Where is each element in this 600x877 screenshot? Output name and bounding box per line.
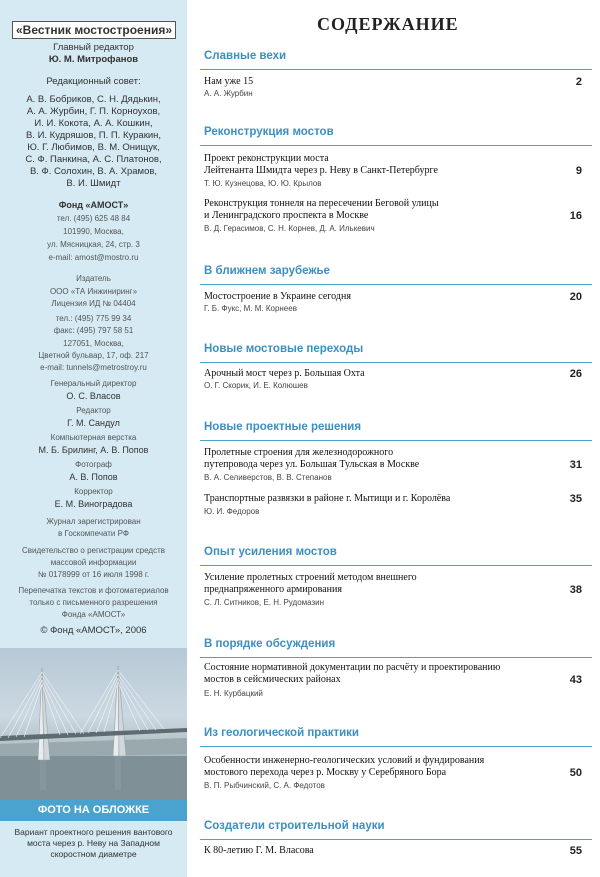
section-title: Создатели строительной науки <box>204 820 385 832</box>
entry-authors: В. Д. Герасимов, С. Н. Корнев, Д. А. Илькевич <box>204 224 375 233</box>
page-number: 55 <box>569 845 582 857</box>
entry-authors: В. А. Селиверстов, В. В. Степанов <box>204 473 332 482</box>
director-name: О. С. Власов <box>66 391 121 401</box>
corrector-label: Корректор <box>74 487 113 496</box>
entry-title-line[interactable]: мостов в сейсмических районах <box>204 674 341 685</box>
section-divider <box>200 145 592 146</box>
page-number: 43 <box>569 674 582 686</box>
layout-label: Компьютерная верстка <box>50 433 137 442</box>
page-number: 2 <box>575 76 582 88</box>
publisher-address: Цветной бульвар, 17, оф. 217 <box>38 351 149 360</box>
section-title: Из геологической практики <box>204 727 359 739</box>
section-title: В порядке обсуждения <box>204 638 336 650</box>
section-divider <box>200 362 592 363</box>
cable-stayed-bridge-illustration <box>0 648 187 800</box>
entry-authors: Е. Н. Курбацкий <box>204 689 263 698</box>
publisher-label: Издатель <box>76 274 111 283</box>
page-number: 9 <box>575 165 582 177</box>
registration-line: Журнал зарегистрирован <box>46 517 141 526</box>
entry-title-line[interactable]: Пролетные строения для железнодорожного <box>204 447 394 458</box>
entry-title-line[interactable]: Лейтенанта Шмидта через р. Неву в Санкт-Петербурге <box>204 165 438 176</box>
page-number: 26 <box>569 368 582 380</box>
section-divider <box>200 565 592 566</box>
entry-title[interactable]: Арочный мост через р. Большая Охта <box>204 368 365 379</box>
entry-title[interactable]: К 80-летию Г. М. Власова <box>204 845 314 856</box>
section-divider <box>200 839 592 840</box>
fund-address: 101990, Москва, <box>63 227 124 236</box>
fund-name: Фонд «АМОСТ» <box>58 200 129 210</box>
entry-title[interactable]: Нам уже 15 <box>204 76 254 87</box>
publisher-address: 127051, Москва, <box>63 339 124 348</box>
photographer-name: А. В. Попов <box>69 472 118 482</box>
entry-title[interactable]: Транспортные развязки в районе г. Мытищи и г. Королёва <box>204 493 451 504</box>
entry-authors: О. Г. Скорик, И. Е. Колюшев <box>204 381 308 390</box>
entry-title-line[interactable]: Состояние нормативной документации по расчёту и проектированию <box>204 662 501 673</box>
cover-caption-line: моста через р. Неву на Западном <box>27 838 160 848</box>
license: Лицензия ИД № 04404 <box>51 299 136 308</box>
editor-label: Редактор <box>76 406 111 415</box>
board-line: И. И. Кокота, А. А. Кошкин, <box>34 118 153 129</box>
entry-authors: В. П. Рыбчинский, С. А. Федотов <box>204 781 325 790</box>
reprint-line: Фонда «АМОСТ» <box>61 610 126 619</box>
page-number: 35 <box>569 493 582 505</box>
certificate-line: массовой информации <box>50 558 137 567</box>
page-number: 20 <box>569 291 582 303</box>
board-line: Ю. Г. Любимов, В. М. Онищук, <box>27 142 160 153</box>
fund-address: ул. Мясницкая, 24, стр. 3 <box>47 240 140 249</box>
director-label: Генеральный директор <box>50 379 137 388</box>
page-number: 16 <box>569 210 582 222</box>
board-line: В. И. Кудряшов, П. П. Куракин, <box>25 130 162 141</box>
editor-name: Г. М. Сандул <box>67 418 120 428</box>
section-divider <box>200 440 592 441</box>
toc-title: СОДЕРЖАНИЕ <box>317 14 459 34</box>
chief-editor-label: Главный редактор <box>53 42 134 53</box>
section-title: Новые мостовые переходы <box>204 343 364 355</box>
board-line: В. И. Шмидт <box>66 178 121 189</box>
section-title: Реконструкция мостов <box>204 126 334 138</box>
table-of-contents <box>187 0 600 877</box>
registration-line: в Госкомпечати РФ <box>58 529 129 538</box>
publisher-phone: тел.: (495) 775 99 34 <box>55 314 132 323</box>
entry-title-line[interactable]: мостового перехода через р. Москву у Серебряного Бора <box>204 767 447 778</box>
reprint-line: только с письменного разрешения <box>29 598 158 607</box>
board-line: А. В. Бобриков, С. Н. Дядькин, <box>26 94 161 105</box>
fund-email: e-mail: amost@mostro.ru <box>48 253 139 262</box>
page-number: 50 <box>569 767 582 779</box>
sidebar <box>0 0 187 877</box>
board-line: В. Ф. Солохин, В. А. Храмов, <box>29 166 158 177</box>
entry-title-line[interactable]: и Ленинградского проспекта в Москве <box>204 210 369 221</box>
publisher-fax: факс: (495) 797 58 51 <box>53 326 134 335</box>
section-title: Новые проектные решения <box>204 421 362 433</box>
reprint-line: Перепечатка текстов и фотоматериалов <box>18 586 169 595</box>
cover-caption <box>0 821 187 877</box>
board-line: С. Ф. Панкина, А. С. Платонов, <box>25 154 162 165</box>
page-number: 31 <box>569 459 582 471</box>
section-title: В ближнем зарубежье <box>204 265 330 277</box>
board-line: А. А. Журбин, Г. П. Корноухов, <box>26 106 161 117</box>
section-divider <box>200 69 592 70</box>
certificate-line: № 0178999 от 16 июля 1998 г. <box>37 570 150 579</box>
section-divider <box>200 657 592 658</box>
entry-title-line[interactable]: Усиление пролетных строений методом внешнего <box>204 572 417 583</box>
cover-caption-line: Вариант проектного решения вантового <box>14 827 173 837</box>
certificate-line: Свидетельство о регистрации средств <box>21 546 165 555</box>
copyright: © Фонд «АМОСТ», 2006 <box>40 625 147 636</box>
layout-names: М. Б. Брилинг, А. В. Попов <box>38 445 149 455</box>
cover-label: ФОТО НА ОБЛОЖКЕ <box>0 800 187 821</box>
journal-title: «Вестник мостостроения» <box>12 21 176 39</box>
entry-authors: Г. Б. Фукс, М. М. Корнеев <box>204 304 297 313</box>
publisher-email: e-mail: tunnels@metrostroy.ru <box>40 363 147 372</box>
section-title: Опыт усиления мостов <box>204 546 337 558</box>
board-label: Редакционный совет: <box>46 76 141 87</box>
entry-title-line[interactable]: Реконструкция тоннеля на пересечении Беговой улицы <box>204 198 439 209</box>
entry-title-line[interactable]: Особенности инженерно-геологических условий и фундирования <box>204 755 485 766</box>
entry-authors: Ю. И. Федоров <box>204 507 260 516</box>
publisher-name: ООО «ТА Инжиниринг» <box>49 287 138 296</box>
entry-title[interactable]: Мостостроение в Украине сегодня <box>204 291 351 302</box>
masthead <box>0 0 187 648</box>
section-divider <box>200 746 592 747</box>
page-number: 38 <box>569 584 582 596</box>
fund-phone: тел. (495) 625 48 84 <box>56 214 131 223</box>
chief-editor-name: Ю. М. Митрофанов <box>48 54 139 65</box>
cover-photo <box>0 648 187 800</box>
entry-title-line[interactable]: путепровода через ул. Большая Тульская в Москве <box>204 459 420 470</box>
entry-authors: С. Л. Ситников, Е. Н. Рудомазин <box>204 598 325 607</box>
corrector-name: Е. М. Виноградова <box>54 499 133 509</box>
entry-title-line[interactable]: Проект реконструкции моста <box>204 153 329 164</box>
section-title: Славные вехи <box>204 50 287 62</box>
entry-authors: Т. Ю. Кузнецова, Ю. Ю. Крылов <box>204 179 322 188</box>
entry-authors: А. А. Журбин <box>204 89 253 98</box>
entry-title-line[interactable]: преднапряженного армирования <box>204 584 342 595</box>
cover-caption-line: скоростном диаметре <box>50 849 137 859</box>
section-divider <box>200 284 592 285</box>
photographer-label: Фотограф <box>75 460 112 469</box>
